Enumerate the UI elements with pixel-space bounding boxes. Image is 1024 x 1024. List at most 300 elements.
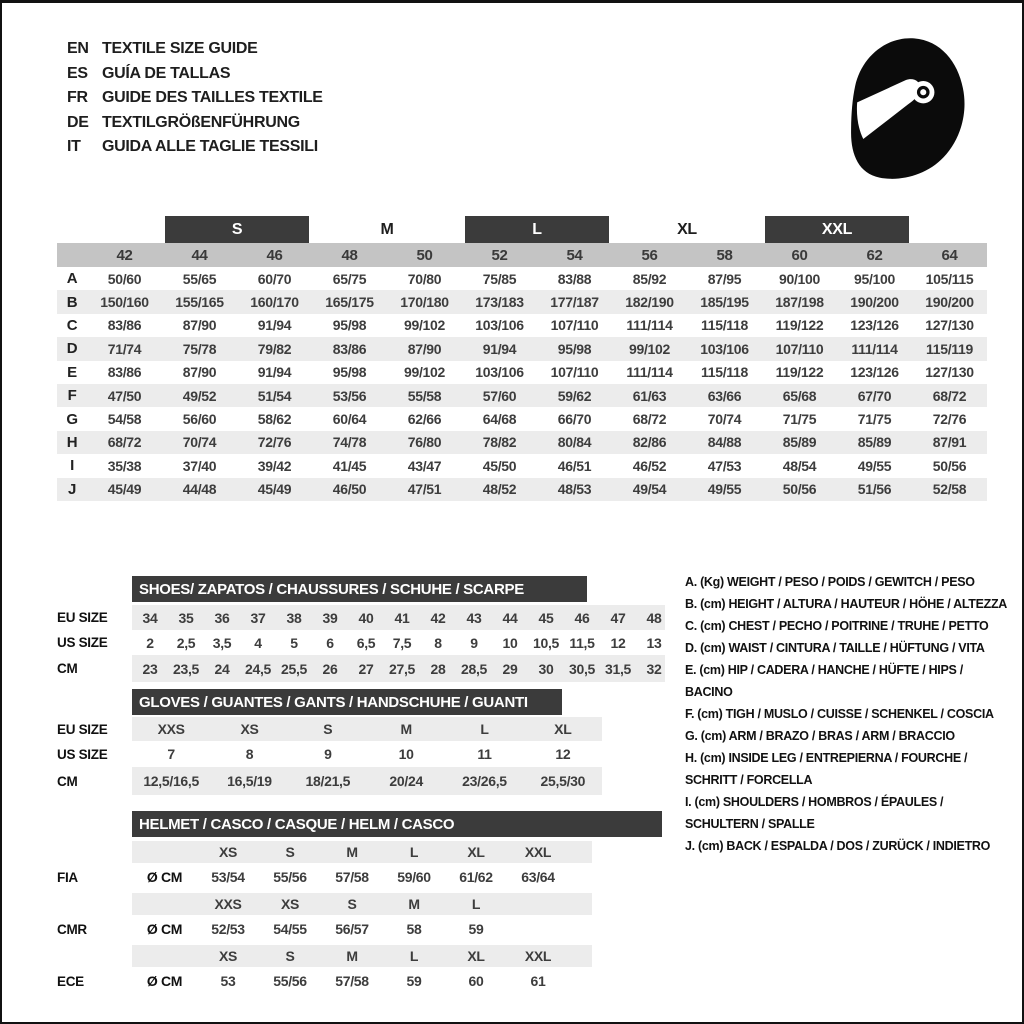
helmet-size-value: 59/60 (397, 869, 431, 885)
size-value: 70/80 (407, 270, 442, 287)
helmet-size-label: XL (467, 844, 485, 860)
table-row (57, 267, 987, 290)
size-value: 185/195 (700, 294, 749, 311)
size-value: 11,5 (569, 634, 595, 651)
size-group-label: M (380, 221, 394, 238)
size-value: 99/102 (403, 364, 446, 381)
helmet-size-label: L (409, 948, 419, 964)
size-value: 83/86 (107, 317, 142, 334)
guide-title: GUIDE DES TAILLES TEXTILE (102, 89, 323, 107)
size-value: 71/75 (857, 411, 892, 428)
legend-item: F. (cm) TIGH / MUSLO / CUISSE / SCHENKEL / COSCIA (685, 707, 994, 721)
size-value: 23/26,5 (462, 773, 507, 789)
helmet-value-row (57, 917, 677, 941)
size-value: 40 (358, 609, 374, 626)
size-value: 13 (646, 634, 662, 651)
size-value: 65/75 (332, 270, 367, 287)
helmet-size-value: 53 (220, 973, 236, 989)
helmet-size-label: S (285, 948, 295, 964)
size-value: 47/50 (107, 387, 142, 404)
size-value: 46/51 (557, 457, 592, 474)
size-value: 83/86 (332, 340, 367, 357)
size-value: 5 (290, 634, 298, 651)
size-value: 35 (178, 609, 194, 626)
size-value: 50/60 (107, 270, 142, 287)
size-value: 66/70 (557, 411, 592, 428)
size-value: 48/52 (482, 481, 517, 498)
legend-item: E. (cm) HIP / CADERA / HANCHE / HÜFTE / HIPS / BACINO (685, 663, 963, 699)
size-value: 23 (142, 660, 158, 677)
size-value: 39 (322, 609, 338, 626)
size-value: 45/50 (482, 457, 517, 474)
size-value: 3,5 (212, 634, 232, 651)
size-value: 26 (322, 660, 338, 677)
row-label: US SIZE (57, 635, 108, 650)
size-value: 39/42 (257, 457, 292, 474)
size-value: 25,5/30 (540, 773, 586, 789)
legend-item: G. (cm) ARM / BRAZO / BRAS / ARM / BRACCIO (685, 729, 955, 743)
legend-item: H. (cm) INSIDE LEG / ENTREPIERNA / FOURCHE / SCHRITT / FORCELLA (685, 751, 968, 787)
helmet-size-label: XS (218, 948, 238, 964)
table-row (57, 407, 987, 430)
size-value: 30,5 (568, 660, 596, 677)
size-value: 37 (250, 609, 266, 626)
size-value: 9 (324, 746, 332, 762)
table-row (57, 337, 987, 360)
size-value: 111/114 (626, 317, 673, 334)
size-value: 44/48 (182, 481, 217, 498)
helmet-size-value: 61 (530, 973, 546, 989)
helmet-table-rows (57, 841, 677, 993)
helmet-value-row (57, 865, 677, 889)
size-value: XXS (157, 721, 185, 737)
row-label: CM (57, 773, 78, 789)
size-value: 76/80 (407, 434, 442, 451)
size-value: 115/119 (926, 340, 973, 357)
size-value: 28 (430, 660, 446, 677)
size-value: 87/90 (182, 364, 217, 381)
size-value: 58/62 (257, 411, 292, 428)
size-value: L (480, 721, 489, 737)
size-value: 9 (470, 634, 478, 651)
shoes-table-title: SHOES/ ZAPATOS / CHAUSSURES / SCHUHE / SCARPE (132, 576, 587, 602)
size-value: 83/88 (557, 270, 592, 287)
size-value: 62/66 (407, 411, 442, 428)
table-row (57, 767, 602, 795)
size-value: 87/95 (707, 270, 742, 287)
size-value: 160/170 (250, 294, 299, 311)
language-code: FR (67, 89, 88, 107)
size-value: 49/54 (632, 481, 667, 498)
racing-helmet-icon (847, 35, 969, 183)
helmet-size-row (57, 945, 677, 967)
size-value: 35/38 (107, 457, 142, 474)
size-group-label: XXL (765, 216, 909, 243)
size-value: 57/60 (482, 387, 517, 404)
gloves-table-title: GLOVES / GUANTES / GANTS / HANDSCHUHE / GUANTI (132, 689, 562, 715)
size-value: 85/89 (857, 434, 892, 451)
size-value: 45 (538, 609, 554, 626)
language-code: IT (67, 138, 81, 156)
size-value: 59/62 (557, 387, 592, 404)
size-number: 44 (191, 246, 208, 264)
size-value: 115/118 (701, 364, 748, 381)
table-row (57, 384, 987, 407)
gloves-table (57, 689, 602, 795)
size-value: 6,5 (356, 634, 376, 651)
size-value: 50/56 (782, 481, 817, 498)
size-value: 115/118 (701, 317, 748, 334)
size-group-row (57, 216, 987, 243)
size-value: 43 (466, 609, 482, 626)
row-label: US SIZE (57, 746, 108, 762)
table-row (57, 314, 987, 337)
size-value: 11 (477, 746, 492, 762)
legend-item: I. (cm) SHOULDERS / HOMBROS / ÉPAULES / SCHULTERN / SPALLE (685, 795, 944, 831)
helmet-size-label: M (346, 844, 358, 860)
size-value: XL (554, 721, 572, 737)
size-value: 80/84 (557, 434, 592, 451)
helmet-size-value: 59 (468, 921, 484, 937)
size-value: 65/68 (782, 387, 817, 404)
size-value: 24,5 (244, 660, 272, 677)
row-label: CM (57, 661, 78, 676)
size-group-label: S (165, 216, 309, 243)
size-value: 27,5 (388, 660, 416, 677)
size-number: 62 (866, 246, 883, 264)
size-value: 41/45 (332, 457, 367, 474)
size-value: 67/70 (857, 387, 892, 404)
size-value: 25,5 (280, 660, 308, 677)
helmet-size-label: L (471, 896, 481, 912)
size-value: 72/76 (932, 411, 967, 428)
size-value: 87/90 (182, 317, 217, 334)
legend-item: J. (cm) BACK / ESPALDA / DOS / ZURÜCK / INDIETRO (685, 839, 991, 853)
size-value: 103/106 (475, 364, 524, 381)
size-value: 170/180 (400, 294, 449, 311)
language-row (67, 86, 323, 111)
size-value: 95/98 (332, 364, 367, 381)
size-value: 6 (326, 634, 334, 651)
shoes-table-rows (57, 605, 672, 682)
size-value: 47/51 (407, 481, 442, 498)
size-value: 119/122 (775, 364, 824, 381)
size-value: 2 (146, 634, 154, 651)
helmet-size-label: XXS (214, 896, 242, 912)
size-value: 23,5 (172, 660, 200, 677)
size-value: 60/70 (257, 270, 292, 287)
size-number: 48 (341, 246, 358, 264)
row-label: EU SIZE (57, 721, 108, 737)
size-value: 187/198 (775, 294, 824, 311)
size-value: 51/56 (857, 481, 892, 498)
size-value: M (400, 721, 412, 737)
size-value: 60/64 (332, 411, 367, 428)
helmet-size-label: S (285, 844, 295, 860)
table-row (57, 361, 987, 384)
size-value: 53/56 (332, 387, 367, 404)
size-value: 55/65 (182, 270, 217, 287)
size-value: 90/100 (778, 270, 821, 287)
helmet-table-title: HELMET / CASCO / CASQUE / HELM / CASCO (132, 811, 662, 837)
size-value: 107/110 (550, 317, 599, 334)
size-value: 71/75 (782, 411, 817, 428)
size-value: 103/106 (700, 340, 749, 357)
language-row (67, 111, 323, 136)
size-value: 85/89 (782, 434, 817, 451)
size-value: 37/40 (182, 457, 217, 474)
size-value: 177/187 (550, 294, 599, 311)
textile-size-table (57, 216, 987, 501)
table-row (57, 655, 672, 682)
shoes-table (57, 576, 672, 682)
size-value: 190/200 (925, 294, 974, 311)
unit-label: Ø CM (146, 973, 183, 989)
size-value: 91/94 (482, 340, 517, 357)
legend-item: A. (Kg) WEIGHT / PESO / POIDS / GEWITCH / PESO (685, 575, 975, 589)
size-value: 45/49 (107, 481, 142, 498)
size-value: 111/114 (626, 364, 673, 381)
table-row (57, 290, 987, 313)
size-value: 43/47 (407, 457, 442, 474)
measurement-legend (685, 571, 1013, 857)
size-value: 24 (214, 660, 230, 677)
size-value: 34 (142, 609, 158, 626)
size-value: 47/53 (707, 457, 742, 474)
size-number: 54 (566, 246, 583, 264)
size-value: 49/52 (182, 387, 217, 404)
size-value: 64/68 (482, 411, 517, 428)
size-value: 107/110 (550, 364, 599, 381)
size-value: 10 (502, 634, 518, 651)
size-value: 99/102 (403, 317, 446, 334)
language-row (67, 37, 323, 62)
unit-label: Ø CM (146, 869, 183, 885)
size-value: 49/55 (707, 481, 742, 498)
helmet-size-label: XXL (524, 948, 552, 964)
size-value: 95/98 (332, 317, 367, 334)
legend-item: D. (cm) WAIST / CINTURA / TAILLE / HÜFTUNG / VITA (685, 641, 985, 655)
size-value: 10 (398, 746, 414, 762)
size-number: 42 (116, 246, 133, 264)
language-row (67, 135, 323, 160)
helmet-size-label: XS (218, 844, 238, 860)
size-number: 50 (416, 246, 433, 264)
size-value: 12 (610, 634, 626, 651)
size-value: 56/60 (182, 411, 217, 428)
row-letter: D (66, 340, 78, 358)
size-value: 45/49 (257, 481, 292, 498)
size-value: 48 (646, 609, 662, 626)
language-code: EN (67, 40, 89, 58)
row-letter: E (67, 363, 77, 381)
size-value: 12 (555, 746, 571, 762)
size-value: 165/175 (325, 294, 374, 311)
helmet-size-row (57, 893, 677, 915)
size-value: 7 (167, 746, 175, 762)
helmet-size-label: S (347, 896, 357, 912)
size-number: 58 (716, 246, 733, 264)
guide-title: GUÍA DE TALLAS (102, 64, 231, 82)
helmet-size-value: 58 (406, 921, 422, 937)
size-value: 52/58 (932, 481, 967, 498)
size-value: 150/160 (100, 294, 149, 311)
row-letter: C (66, 316, 78, 334)
size-value: 72/76 (257, 434, 292, 451)
size-value: 48/54 (782, 457, 817, 474)
helmet-size-label: L (409, 844, 419, 860)
size-value: 28,5 (460, 660, 488, 677)
size-value: 119/122 (775, 317, 824, 334)
size-value: 70/74 (182, 434, 217, 451)
measurement-rows (57, 267, 987, 501)
size-value: 27 (358, 660, 374, 677)
size-value: 82/86 (632, 434, 667, 451)
size-value: 85/92 (632, 270, 667, 287)
size-value: 2,5 (176, 634, 196, 651)
size-value: S (323, 721, 333, 737)
size-value: 87/91 (932, 434, 967, 451)
helmet-size-value: 53/54 (211, 869, 245, 885)
standard-label: CMR (57, 921, 87, 937)
size-value: 182/190 (625, 294, 674, 311)
helmet-size-value: 55/56 (273, 973, 307, 989)
size-number: 60 (791, 246, 808, 264)
size-value: 127/130 (925, 317, 974, 334)
guide-title: GUIDA ALLE TAGLIE TESSILI (102, 138, 318, 156)
table-row (57, 454, 987, 477)
size-value: 68/72 (932, 387, 967, 404)
row-letter: F (67, 387, 77, 405)
row-letter: I (70, 457, 74, 475)
size-value: 173/183 (475, 294, 524, 311)
size-value: 71/74 (107, 340, 142, 357)
size-value: 8 (434, 634, 442, 651)
helmet-value-row (57, 969, 677, 993)
helmet-size-value: 52/53 (211, 921, 245, 937)
size-number: 46 (266, 246, 283, 264)
size-number: 52 (491, 246, 508, 264)
size-value: 87/90 (407, 340, 442, 357)
guide-title: TEXTILE SIZE GUIDE (102, 40, 258, 58)
size-value: 54/58 (107, 411, 142, 428)
row-letter: H (66, 433, 78, 451)
size-value: 155/165 (175, 294, 224, 311)
size-value: 83/86 (107, 364, 142, 381)
language-row (67, 62, 323, 87)
guide-title: TEXTILGRÖßENFÜHRUNG (102, 113, 300, 131)
helmet-size-value: 59 (406, 973, 422, 989)
size-value: 75/85 (482, 270, 517, 287)
size-value: 107/110 (775, 340, 824, 357)
size-number-row (57, 243, 987, 267)
size-value: 44 (502, 609, 518, 626)
helmet-size-label: M (408, 896, 420, 912)
size-value: 68/72 (632, 411, 667, 428)
size-value: 48/53 (557, 481, 592, 498)
gloves-table-rows (57, 717, 602, 795)
helmet-size-label: XL (467, 948, 485, 964)
size-value: 91/94 (257, 364, 292, 381)
legend-item: B. (cm) HEIGHT / ALTURA / HAUTEUR / HÖHE / ALTEZZA (685, 597, 1008, 611)
size-value: 16,5/19 (227, 773, 272, 789)
language-code: DE (67, 113, 89, 131)
size-value: 36 (214, 609, 230, 626)
size-value: 91/94 (257, 317, 292, 334)
size-group-label: L (465, 216, 609, 243)
row-letter: A (66, 270, 78, 288)
size-value: 41 (394, 609, 410, 626)
size-value: 63/66 (707, 387, 742, 404)
size-value: 75/78 (182, 340, 217, 357)
size-value: 8 (245, 746, 254, 762)
size-value: 12,5/16,5 (143, 773, 199, 789)
size-value: 95/100 (853, 270, 896, 287)
size-value: 42 (430, 609, 446, 626)
size-value: 46/52 (632, 457, 667, 474)
size-value: 46 (574, 609, 590, 626)
size-value: 127/130 (925, 364, 974, 381)
size-value: 18/21,5 (305, 773, 351, 789)
size-value: 30 (538, 660, 554, 677)
size-value: 51/54 (257, 387, 292, 404)
size-value: 123/126 (850, 364, 899, 381)
size-value: 46/50 (332, 481, 367, 498)
size-value: 99/102 (628, 340, 671, 357)
size-value: 55/58 (407, 387, 442, 404)
table-row (57, 478, 987, 501)
helmet-size-table (57, 811, 677, 997)
size-value: 61/63 (632, 387, 667, 404)
row-letter: B (66, 293, 78, 311)
size-value: 78/82 (482, 434, 517, 451)
size-value: 47 (610, 609, 626, 626)
size-value: 49/55 (857, 457, 892, 474)
size-value: 38 (286, 609, 302, 626)
standard-label: FIA (57, 869, 78, 885)
size-group-label: XL (677, 221, 697, 238)
size-value: 105/115 (925, 270, 974, 287)
table-row (57, 741, 602, 767)
language-list (67, 37, 323, 160)
size-value: 190/200 (850, 294, 899, 311)
size-value: 31,5 (604, 660, 632, 677)
size-value: 50/56 (932, 457, 967, 474)
helmet-size-value: 55/56 (273, 869, 307, 885)
table-row (57, 605, 672, 630)
table-row (57, 431, 987, 454)
size-value: 32 (646, 660, 662, 677)
size-value: 111/114 (851, 340, 898, 357)
size-value: 7,5 (392, 634, 412, 651)
row-letter: G (66, 410, 78, 428)
helmet-size-label: M (346, 948, 358, 964)
size-value: 4 (254, 634, 262, 651)
size-value: 68/72 (107, 434, 142, 451)
size-number: 56 (641, 246, 658, 264)
size-value: 29 (502, 660, 518, 677)
helmet-size-label: XS (280, 896, 300, 912)
size-value: 103/106 (475, 317, 524, 334)
helmet-size-value: 54/55 (273, 921, 307, 937)
size-value: 70/74 (707, 411, 742, 428)
size-value: 20/24 (389, 773, 423, 789)
table-row (57, 717, 602, 741)
size-value: 10,5 (532, 634, 560, 651)
size-value: 74/78 (332, 434, 367, 451)
size-value: 95/98 (557, 340, 592, 357)
helmet-size-value: 57/58 (335, 869, 369, 885)
